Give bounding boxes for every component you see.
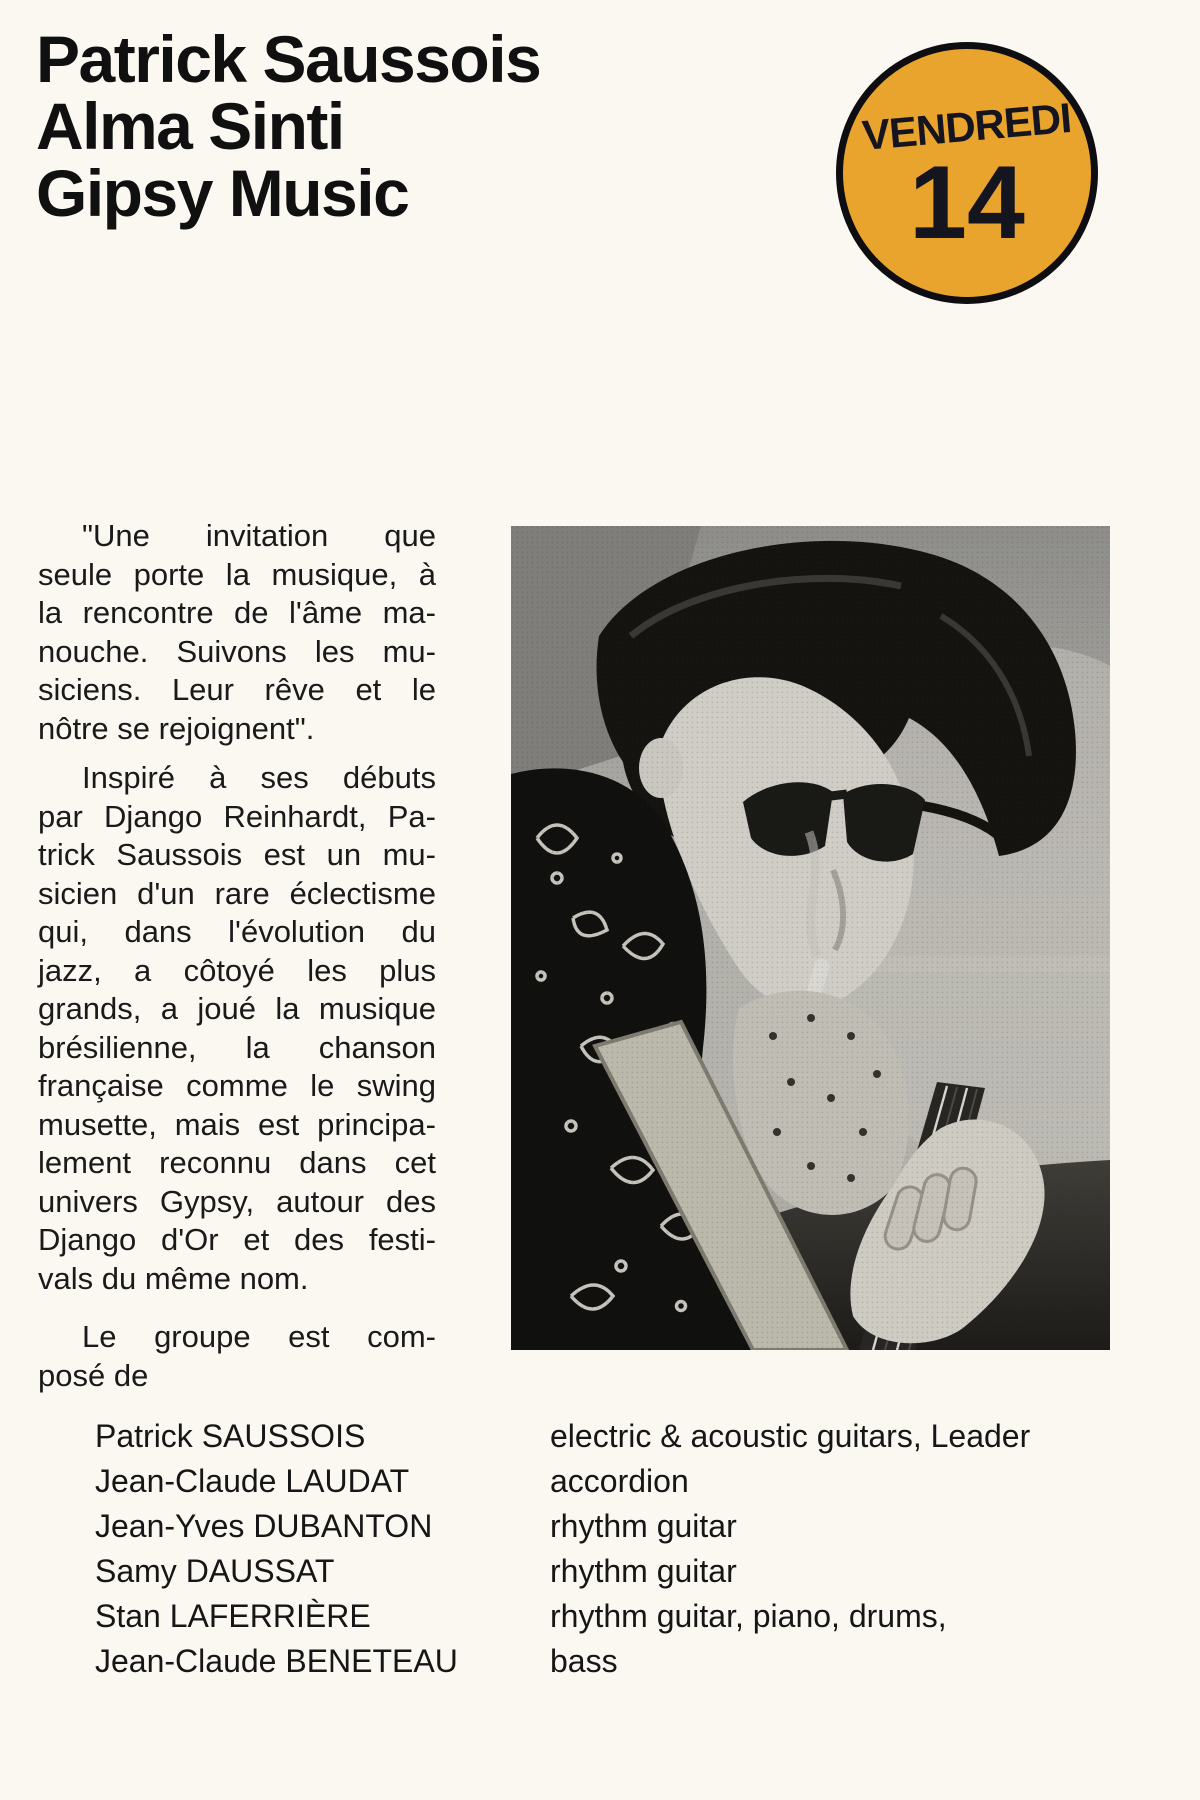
band-roster <box>95 1416 1175 1686</box>
musician-name: Jean-Claude LAUDAT <box>95 1463 410 1499</box>
text-line: seule porte la musique, à <box>38 556 436 592</box>
date-badge <box>836 42 1098 304</box>
badge-day-number: 14 <box>909 145 1025 261</box>
text-line: nôtre se rejoignent". <box>38 710 315 746</box>
roster-row <box>95 1506 1175 1551</box>
musician-name: Jean-Yves DUBANTON <box>95 1508 433 1544</box>
text-line: musette, mais est principa- <box>38 1106 436 1142</box>
text-line: grands, a joué la musique <box>38 991 436 1026</box>
text-line: siciens. Leur rêve et le <box>38 672 436 707</box>
text-line: vals du même nom. <box>38 1260 309 1296</box>
musician-instrument: electric & acoustic guitars, Leader <box>550 1418 1031 1454</box>
musician-name: Patrick SAUSSOIS <box>95 1418 366 1454</box>
musician-instrument: rhythm guitar, piano, drums, <box>550 1598 947 1634</box>
paragraph-quote <box>38 517 436 748</box>
performer-photo-illustration <box>511 526 1110 1350</box>
musician-instrument: bass <box>550 1643 618 1679</box>
musician-name: Stan LAFERRIÈRE <box>95 1598 371 1634</box>
text-line: Inspiré à ses débuts <box>82 760 436 795</box>
text-line: qui, dans l'évolution du <box>38 914 436 949</box>
title-line: Patrick Saussois <box>36 22 541 96</box>
musician-name: Jean-Claude BENETEAU <box>95 1643 458 1679</box>
text-line: brésilienne, la chanson <box>38 1029 436 1065</box>
paragraph-lineup-intro <box>38 1318 436 1395</box>
text-line: trick Saussois est un mu- <box>38 837 436 872</box>
text-line: nouche. Suivons les mu- <box>38 633 436 669</box>
roster-row <box>95 1641 1175 1686</box>
text-line: sicien d'un rare éclectisme <box>38 875 436 911</box>
text-line: la rencontre de l'âme ma- <box>38 595 436 630</box>
text-line: Django d'Or et des festi- <box>38 1222 436 1257</box>
text-line: française comme le swing <box>38 1068 436 1103</box>
musician-name: Samy DAUSSAT <box>95 1553 335 1589</box>
roster-row <box>95 1461 1175 1506</box>
article-text-column <box>38 517 436 1395</box>
roster-row <box>95 1416 1175 1461</box>
text-line: "Une invitation que <box>82 518 436 553</box>
text-line: posé de <box>38 1357 149 1393</box>
musician-instrument: accordion <box>550 1463 689 1499</box>
page-title <box>36 22 541 230</box>
paragraph-bio <box>38 759 436 1298</box>
text-line: jazz, a côtoyé les plus <box>38 952 436 988</box>
roster-row <box>95 1596 1175 1641</box>
text-line: par Django Reinhardt, Pa- <box>38 798 436 834</box>
musician-instrument: rhythm guitar <box>550 1508 737 1544</box>
musician-instrument: rhythm guitar <box>550 1553 737 1589</box>
badge-day-label: VENDREDI <box>860 93 1074 160</box>
title-line: Alma Sinti <box>36 89 344 163</box>
title-line: Gipsy Music <box>36 156 409 230</box>
performer-photo <box>511 526 1110 1350</box>
text-line: univers Gypsy, autour des <box>38 1183 436 1219</box>
text-line: lement reconnu dans cet <box>38 1145 436 1180</box>
text-line: Le groupe est com- <box>82 1319 436 1354</box>
roster-row <box>95 1551 1175 1596</box>
